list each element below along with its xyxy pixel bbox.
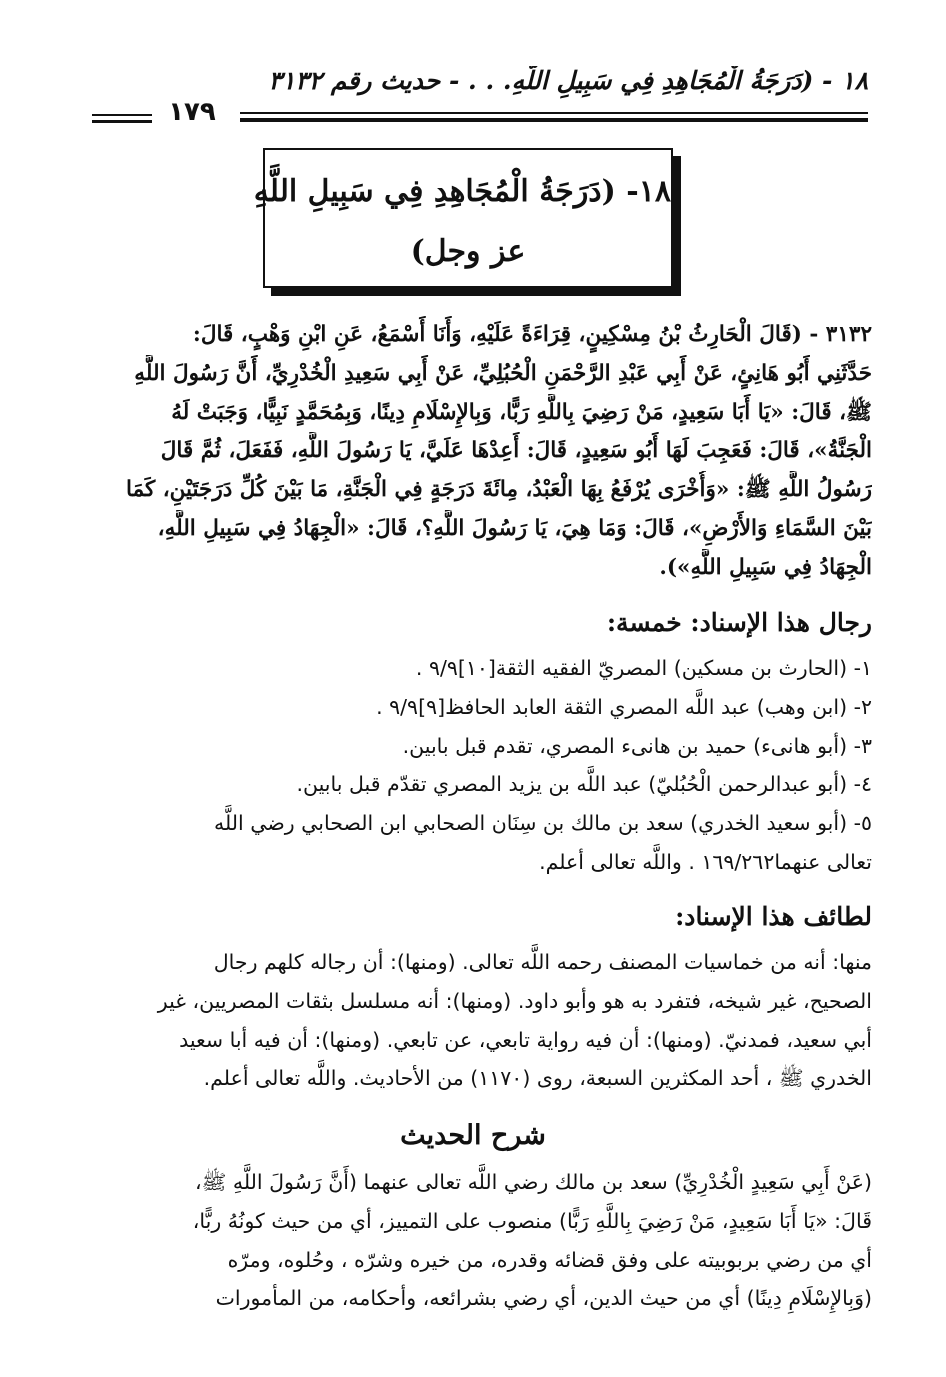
hadith-line: حَدَّثَنِي أَبُو هَانِئٍ، عَنْ أَبِي عَبْدِ الرَّحْمَنِ الْحُبُلِيِّ، عَنْ أَبِي سَعِيدِ الْخُدْرِيِّ، أَنَّ رَسُولَ اللَّهِ (134, 360, 872, 386)
chapter-title-box (253, 148, 673, 288)
hadith-line: ﷺ، قَالَ: «يَا أَبَا سَعِيدٍ، مَنْ رَضِيَ بِاللَّهِ رَبًّا، وَبِالإِسْلَامِ دِينًا، وَبِمُحَمَّدٍ نَبِيًّا، وَجَبَتْ لَهُ (171, 399, 872, 425)
narrators-heading: رجال هذا الإسناد: خمسة: (606, 608, 872, 637)
header-rule-thick (240, 118, 868, 122)
hadith-line: رَسُولُ اللَّهِ ﷺ: «وَأُخْرَى يُرْفَعُ بِهَا الْعَبْدُ، مِائَةَ دَرَجَةٍ فِي الْجَنَّةِ، مَا بَيْنَ كُلِّ دَرَجَتَيْنِ، كَمَا (126, 477, 872, 503)
subtleties-text (76, 943, 872, 1098)
hadith-line: الْجَنَّةُ»، قَالَ: فَعَجِبَ لَهَا أَبُو سَعِيدٍ، قَالَ: أَعِدْهَا عَلَيَّ، يَا رَسُولَ اللَّهِ، فَفَعَلَ، ثُمَّ قَالَ (160, 438, 872, 464)
chapter-title-line-1: ١٨- (دَرَجَةُ الْمُجَاهِدِ فِي سَبِيلِ اللَّهِ (253, 174, 671, 209)
narrator-item: ١- (الحارث بن مسكين) المصريّ الفقيه الثقة[١٠]٩/٩ . (415, 656, 872, 680)
subtleties-line: منها: أنه من خماسيات المصنف رحمه اللَّه تعالى. (ومنها): أن رجاله كلهم رجال (213, 950, 872, 974)
hadith-text (76, 316, 872, 588)
subtleties-line: الصحيح، غير شيخه، فتفرد به هو وأبو داود. (ومنها): أنه مسلسل بثقات المصريين، غير (157, 988, 872, 1013)
explanation-line: (عَنْ أَبِي سَعِيدٍ الْخُدْرِيِّ) سعد بن مالك رضي اللَّه تعالى عنهما (أَنَّ رَسُولَ اللَّهِ ﷺ، (195, 1170, 872, 1194)
narrator-item: ٤- (أبو عبدالرحمن الْحُبُليّ) عبد اللَّه بن يزيد المصري تقدّم قبل بابين. (296, 772, 872, 797)
hadith-line: بَيْنَ السَّمَاءِ وَالأَرْضِ»، قَالَ: وَمَا هِيَ، يَا رَسُولَ اللَّهِ؟، قَالَ: «الْجِهَادُ فِي سَبِيلِ اللَّهِ، (157, 515, 872, 541)
narrator-item: ٢- (ابن وهب) عبد اللَّه المصري الثقة العابد الحافظ[٩]٩/٩ . (376, 694, 872, 719)
header-rule (240, 112, 868, 114)
hadith-line: الْجِهَادُ فِي سَبِيلِ اللَّهِ»). (659, 554, 872, 580)
explanation-line: أي من رضي بربوبيته على وفق قضائه وقدره، من خيره وشرّه ، وحُلوه، ومرّه (227, 1247, 872, 1272)
page-number-rule-thick (92, 120, 152, 123)
narrator-item: ٣- (أبو هانىء) حميد بن هانىء المصري، تقدم قبل بابين. (402, 733, 872, 758)
running-header: ١٨ - (دَرَجَةُ الْمُجَاهِدِ فِي سَبِيلِ اللَّهِ. . . - حديث رقم ٣١٣٢ (268, 66, 868, 95)
page-number-rule (92, 114, 152, 116)
narrator-item: ٥- (أبو سعيد الخدري) سعد بن مالك بن سِنَان الصحابي ابن الصحابي رضي اللَّه (214, 811, 872, 836)
explanation-heading: شرح الحديث (400, 1120, 546, 1151)
explanation-line: قَالَ: «يَا أَبَا سَعِيدٍ، مَنْ رَضِيَ بِاللَّهِ رَبًّا) منصوب على التمييز، أي من حيث كونُهُ ربًّا، (192, 1208, 872, 1233)
subtleties-heading: لطائف هذا الإسناد: (675, 902, 872, 931)
explanation-line: (وَبِالإِسْلَامِ دِينًا) أي من حيث الدين، أي رضي بشرائعه، وأحكامه، من المأمورات (215, 1286, 872, 1311)
narrators-list (76, 649, 872, 882)
explanation-text (76, 1163, 872, 1318)
page-number: ١٧٩ (168, 97, 216, 127)
chapter-title-line-2: عز وجل) (410, 234, 526, 269)
hadith-line: ٣١٣٢ - (قَالَ الْحَارِثُ بْنُ مِسْكِينٍ، قِرَاءَةً عَلَيْهِ، وَأَنَا أَسْمَعُ، عَنِ ابْنِ وَهْبٍ، قَالَ: (192, 322, 872, 347)
subtleties-line: أبي سعيد، فمدنيّ. (ومنها): أن فيه رواية تابعي، عن تابعي. (ومنها): أن فيه أبا سعيد (179, 1027, 872, 1052)
narrator-item: تعالى عنهما١٦٩/٢٦٢ . واللَّه تعالى أعلم. (539, 849, 872, 874)
subtleties-line: الخدري ﷺ ، أحد المكثرين السبعة، روى (١١٧٠) من الأحاديث. واللَّه تعالى أعلم. (203, 1066, 872, 1091)
